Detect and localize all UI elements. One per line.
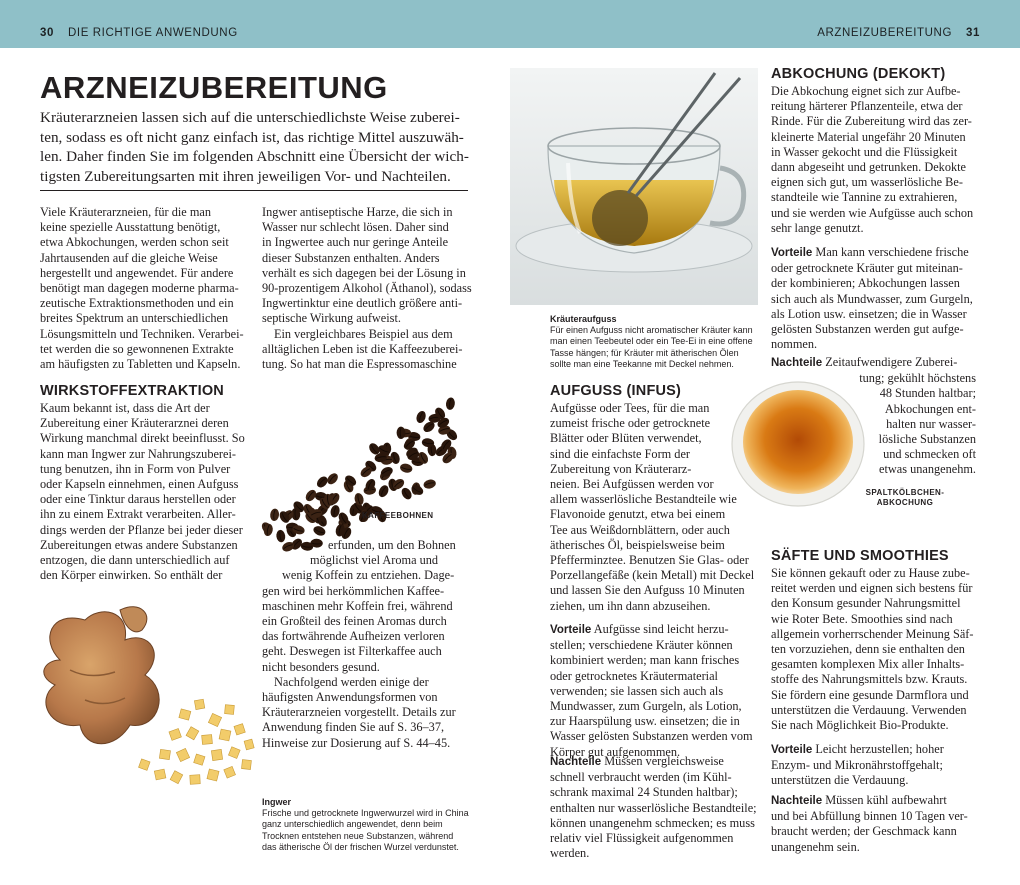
abkochung-text [771,84,981,236]
text-line: stellen; verschiedene Kräuter können [550,638,733,653]
text-line: Wasser nur schlecht lösen. Daher sind [262,220,449,235]
text-line: ziehen, um ihn dann abzuseihen. [550,598,711,613]
text-line: Jahrtausenden auf die gleiche Weise [40,250,218,265]
text-line: lösliche Substanzen [878,432,976,447]
text-line: etwas unangenehm. [879,462,976,477]
text-line: stoffe des Nahrungsmittels bzw. Krauts. [771,672,968,687]
intro-line: Kräuterarzneien lassen sich auf die unterschiedlichste Weise zuberei- [40,109,460,126]
left-page-number: 30 [40,27,54,39]
text-line: tet werden die so gewonnenen Extrakte [40,341,234,356]
intro-line: ten, sodass es oft nicht ganz einfach ist, das richtige Mittel auszuwäh- [40,128,464,146]
text-line: und lassen Sie den Aufguss 10 Minuten [550,583,745,598]
text-line: Hinweise zur Dosierung auf S. 44–45. [262,735,451,750]
text-line: reitet werden und eignen sich bestens für [771,581,973,596]
caption-line: Trocknen entstehen neue Substanzen, während [262,830,454,841]
right-running-title: ARZNEIZUBEREITUNG [817,27,952,39]
vorteile-label: Vorteile [771,744,813,756]
wirkstoffextraktion-heading: WIRKSTOFFEXTRAKTION [40,383,224,399]
text-line: ten vorzuziehen, denn sie enthalten den [771,642,965,657]
text-line: hergestellt und angewendet. Für andere [40,265,234,280]
text-line: kombiniert werden; man kann frisches [550,653,740,668]
text-line: werden. [550,846,590,861]
coffee-bean [399,463,413,474]
text-line: allgemein vorherrschender Meinung Säf- [771,626,974,641]
text-line: können unangenehm schmecken; es muss [550,815,755,830]
text-line: septische Wirkung aufweist. [262,311,401,326]
caption-line: Für einen Aufguss nicht aromatischer Kräuter kann [550,325,753,336]
text-line: Ingwer antiseptische Harze, die sich in [262,205,453,219]
caption-line: ganz unterschiedlich angewendet, denn beim [262,819,443,830]
text-line: ätherisches Öl, beispielsweise beim [550,537,725,552]
text-line: maschinen mehr Koffein frei, während [262,598,453,613]
text-line: Tee aus Weißdornblättern, oder auch [550,522,730,537]
saefte-nachteile [771,793,981,855]
tea-caption-title: Kräuteraufguss [550,314,617,324]
page-title: ARZNEIZUBEREITUNG [40,70,388,105]
text-line: verwenden; sie lassen sich auch als [550,683,724,698]
text-line: relativ viel Flüssigkeit aufgenommen [550,831,734,846]
vorteile-label: Vorteile [771,247,813,259]
text-line: Viele Kräuterarzneien, für die man [40,205,211,219]
text-line: breites Spektrum an unterschiedlichen [40,311,229,326]
text-line: unterstützen die Verdauung. Verwenden [771,702,967,717]
text-line: Blätter oder Blüten verwendet, [550,431,702,446]
coffee-beans-label: KAFFEEBOHNEN [362,511,434,520]
text-line: Sie nach Möglichkeit Bio-Produkte. [771,718,949,733]
text-line: Zubereitung einer Kräuterarznei deren [40,416,229,431]
text-line: eignen sich gut, um wasserlösliche Be- [771,175,963,190]
text-line: kann man Ingwer zur Nahrungszuberei- [40,446,236,461]
col2-top-text [262,205,472,372]
text-line: benötigt man dagegen moderne pharma- [40,281,239,296]
saefte-vorteile [771,742,981,789]
text-line: und bei Abfüllung binnen 10 Tagen ver- [771,809,968,824]
text-line: nommen. [771,337,818,352]
text-line: oder getrocknete Kräuter gut miteinan- [771,261,963,276]
text-line: Porzellangefäße (kein Metall) mit Deckel [550,568,755,583]
text-line: und sie werden wie Aufgüsse auch schon [771,205,974,220]
decoction-label-line: ABKOCHUNG [876,498,934,507]
text-line: tung. So hat man die Espressomaschine [262,357,457,372]
text-line: Körper gut aufgenommen. [550,744,681,759]
text-line: oder getrocknetes Kräutermaterial [550,668,718,683]
text-line: Die Abkochung eignet sich zur Aufbe- [771,84,961,98]
text-line: Anwendung finden Sie auf S. 36–37, [262,720,445,735]
text-line: den Körper einwirken. So enthält der [40,568,223,583]
text-line: Müssen kühl aufbewahrt [825,793,947,807]
caption-line: Frische und getrocknete Ingwerwurzel wird in China [262,808,469,819]
caption-line: das ätherische Öl der frischen Wurzel verdunstet. [262,841,459,852]
text-line: Nachfolgend werden einige der [274,674,429,689]
aufguss-heading: AUFGUSS (INFUS) [550,383,682,399]
coffee-bean [270,508,280,521]
col1-intro-paragraph [40,205,250,372]
text-line: Wirkung manchmal direkt beeinflusst. So [40,431,245,446]
text-line: gelösten Substanzen werden gut aufge- [771,322,964,337]
decoction-label-line: SPALTKÖLBCHEN- [865,488,945,497]
intro-line: len. Daher finden Sie im folgenden Abschnitt eine Übersicht der wich- [40,148,469,166]
text-line: allem wasserlösliche Bestandteile wie [550,492,737,507]
text-line: der kombinieren; Abkochungen lassen [771,276,960,291]
text-line: unangenehm sein. [771,839,860,854]
text-line: in Wasser gekocht und die Flüssigkeit [771,144,958,159]
tea-caption [550,314,760,370]
text-line: Lösungsmitteln und Techniken. Verarbei- [40,326,244,341]
caption-line: Tasse hängen; für Kräuter mit ätherischen Ölen [550,347,739,358]
text-line: enthalten nur wasserlösliche Bestandteile; [550,800,757,815]
text-line: Kräuterarzneien vorgestellt. Details zur [262,705,456,720]
text-line: standteile wie Tannine zu extrahieren, [771,190,958,205]
text-line: braucht werden; der Geschmack kann [771,824,957,839]
text-line: ein Großteil des feinen Aromas durch [262,614,447,629]
wirkstoffextraktion-text [40,401,252,583]
abkochung-vorteile [771,245,981,352]
text-line: etwa Abkochungen, werden schon seit [40,235,229,250]
text-line: unterstützen die Verdauung. [771,773,909,788]
coffee-bean [423,478,437,490]
running-header-bar [0,0,1020,48]
text-line: Leicht herzustellen; hoher [815,742,944,756]
text-line: in Ingwertee auch nur geringe Anteile [262,235,449,250]
text-line: gesamten komplexen Mix aller Inhalts- [771,657,965,672]
herbal-tea-image [510,68,758,305]
text-line: schnell verbraucht werden (im Kühl- [550,770,732,785]
text-line: Pfefferminztee. Benutzen Sie Glas- oder [550,553,749,568]
text-line: erfunden, um den Bohnen [328,538,456,552]
right-running-header [817,27,980,39]
nachteile-label: Nachteile [771,795,823,807]
text-line: sind die einfachste Form der [550,446,691,461]
intro-text [40,108,480,186]
text-line: zumeist frische oder getrocknete [550,416,711,431]
ginger-caption-title: Ingwer [262,797,292,807]
text-line: Aufgüsse sind leicht herzu- [593,622,729,636]
text-line: den Konsum gesunder Nahrungsmittel [771,596,961,611]
coffee-bean [315,474,330,489]
text-line: sehr lange genutzt. [771,220,864,235]
text-line: Zubereitungen etwas andere Substanzen [40,537,238,552]
text-line: Müssen vergleichsweise [604,754,724,768]
text-line: wie Roter Bete. Smoothies sind nach [771,611,953,626]
text-line: und schmecken oft [883,447,976,462]
text-line: Zeitaufwendigere Zuberei- [825,355,958,369]
text-line: Ingwertinktur eine deutlich größere anti- [262,296,463,311]
text-line: Man kann verschiedene frische [815,245,969,259]
coffee-bean [377,484,390,499]
text-line: oder eine Tinktur daraus herstellen oder [40,492,236,507]
coffee-bean [312,524,327,537]
coffee-bean [400,486,414,501]
decoction-bowl-image [728,376,873,511]
nachteile-label: Nachteile [550,756,602,768]
text-line: wenig Koffein zu entziehen. Dage- [282,568,455,583]
text-line: alltäglichen Leben ist die Kaffeezuberei- [262,341,463,356]
text-line: als Lotion usw. einsetzen; die in Wasser [771,306,967,321]
ginger-image [30,600,255,795]
caption-line: sollte man eine Teekanne mit Deckel nehmen. [550,358,734,369]
text-line: Flavonoide genutzt, etwa bei einem [550,507,726,522]
text-line: Aufgüsse oder Tees, für die man [550,401,710,415]
text-line: Sie können gekauft oder zu Hause zube- [771,566,970,580]
text-line: sich auch als Mundwasser, zum Gurgeln, [771,291,973,306]
text-line: geht. Deswegen ist Filterkaffee auch [262,644,442,659]
text-line: Sie fördern eine gesunde Darmflora und [771,687,969,702]
text-line: tung benutzen, ihn in Form von Pulver [40,461,231,476]
text-line: reitung härterer Pflanzenteile, etwa der [771,99,963,114]
text-line: Wasser gelösten Substanzen werden vom [550,729,753,744]
left-running-header [40,27,238,39]
caption-line: man einen Teebeutel oder ein Tee-Ei in eine offene [550,336,753,347]
text-line: am häufigsten zu Tabletten und Kapseln. [40,357,241,372]
text-line: häufigsten Anwendungsformen von [262,690,438,705]
coffee-bean [445,397,455,411]
text-line: zur Haarspülung usw. einsetzen; die in [550,714,740,729]
text-line: neien. Bei Aufgüssen werden vor [550,477,714,492]
text-line: oder Kapseln einnehmen, einen Aufguss [40,477,239,492]
text-line: nicht besonders gesund. [262,659,380,674]
saefte-heading: SÄFTE UND SMOOTHIES [771,548,949,564]
text-line: möglichst viel Aroma und [310,553,439,568]
text-line: Kaum bekannt ist, dass die Art der [40,401,210,415]
right-page-number: 31 [966,27,980,39]
text-line: 48 Stunden haltbar; [879,386,976,401]
text-line: Mundwasser, zum Gurgeln, als Lotion, [550,699,742,714]
intro-divider [40,190,468,191]
text-line: Abkochungen ent- [884,401,976,416]
coffee-bean [325,471,340,486]
text-line: Ein vergleichbares Beispiel aus dem [274,326,453,341]
abkochung-heading: ABKOCHUNG (DEKOKT) [771,66,946,82]
saefte-text [771,566,981,733]
text-line: dings werden der Pflanze bei jeder dieser [40,522,243,537]
ginger-caption [262,797,472,853]
coffee-beans-image [255,378,470,563]
text-line: dann abgeseiht und getrunken. Dekokte [771,160,966,175]
text-line: tung; gekühlt höchstens [859,371,976,386]
col2-coffee-text [262,538,472,751]
text-line: entzogen, die dann unterschiedlich auf [40,553,230,568]
text-line: kleinerte Material ungefähr 20 Minuten [771,129,966,144]
aufguss-nachteile [550,754,765,861]
text-line: Enzym- und Mikronährstoffgehalt; [771,758,943,773]
text-line: Rinde. Für die Zubereitung wird das zer- [771,114,972,129]
decoction-label [860,488,950,508]
coffee-bean [415,410,428,425]
intro-line: tigsten Zubereitungsarten mit ihren jeweiligen Vor- und Nachteilen. [40,167,451,185]
text-line: keine spezielle Ausstattung benötigt, [40,220,221,235]
aufguss-vorteile [550,622,765,760]
left-running-title: DIE RICHTIGE ANWENDUNG [68,27,238,39]
text-line: ihn zu einem Extrakt verarbeiten. Aller- [40,507,236,522]
text-line: schrank maximal 24 Stunden haltbar); [550,785,738,800]
text-line: verhält es sich dagegen bei der Lösung in [262,265,466,280]
nachteile-label: Nachteile [771,357,823,369]
text-line: 90-prozentigem Alkohol (Äthanol), sodass [262,281,472,296]
text-line: gen wird bei herkömmlichen Kaffee- [262,583,445,598]
text-line: halten nur wasser- [886,416,976,431]
vorteile-label: Vorteile [550,624,592,636]
text-line: zeutische Extraktionsmethoden und ein [40,296,234,311]
text-line: Zubereitung von Kräuterarz- [550,461,692,476]
text-line: das fortwährende Aufheizen verloren [262,629,445,644]
text-line: dieser Substanzen enthalten. Anders [262,250,440,265]
